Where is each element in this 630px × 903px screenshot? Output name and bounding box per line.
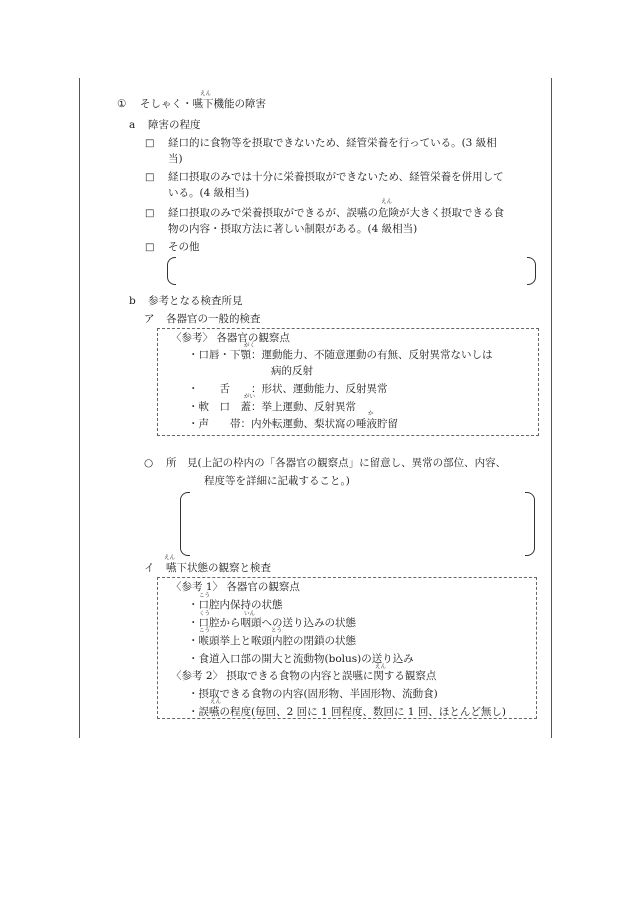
- findings-input-area[interactable]: [190, 494, 524, 552]
- sub-b-heading: 参考となる検査所見: [148, 295, 243, 307]
- ruby-en-4: えん: [375, 664, 387, 670]
- ruby-gaku: がく: [244, 343, 256, 349]
- observe-esophagus: ・食道入口部の開大と流動物(bolus)の送り込み: [188, 653, 414, 665]
- checkbox-4[interactable]: □: [145, 242, 155, 253]
- findings-bracket-left: [180, 492, 190, 556]
- ref-box-2-title-2: 〈参考 2〉 摂取できる食物の内容と誤嚥に関する観察点: [171, 670, 437, 682]
- ruby-tou: とう: [271, 628, 283, 634]
- ref-box-2-title-1: 〈参考 1〉 各器官の観察点: [171, 581, 300, 593]
- observe-aspiration-degree: ・誤嚥の程度(毎回、2 回に 1 回程度、数回に 1 回、ほとんど無し): [188, 706, 506, 718]
- ruby-en-5: えん: [210, 699, 222, 705]
- sub-a-label: a: [129, 119, 136, 131]
- ruby-en: えん: [200, 91, 212, 97]
- ref-row-lips-jaw: ・口唇・下顎：運動能力、不随意運動の有無、反射異常ないしは: [188, 349, 493, 361]
- ruby-ka: か: [368, 411, 374, 417]
- sub-i-heading: 嚥下状態の観察と検査: [166, 562, 271, 574]
- right-margin-line: [551, 78, 552, 738]
- option-3-line1: 経口摂取のみで栄養摂取ができるが、誤嚥の危険が大きく摂取できる食: [168, 207, 504, 219]
- sub-b-label: b: [129, 295, 136, 307]
- left-margin-line: [79, 78, 80, 738]
- other-bracket-left: [167, 257, 176, 285]
- checkbox-2[interactable]: □: [145, 172, 155, 183]
- sub-i-label: イ: [144, 562, 155, 574]
- ruby-kuu: くう: [199, 611, 211, 617]
- option-3-line2: 物の内容・摂取方法に著しい制限がある。(4 級相当): [168, 223, 418, 235]
- ruby-kou-3: こう: [199, 628, 211, 634]
- option-2-line1: 経口摂取のみでは十分に栄養摂取ができないため、経管栄養を併用して: [168, 171, 504, 183]
- option-4-label: その他: [168, 241, 200, 253]
- checkbox-3[interactable]: □: [145, 208, 155, 219]
- sub-a-kana-heading: 各器官の一般的検査: [166, 313, 261, 325]
- findings-line2: 程度等を詳細に記載すること。): [204, 475, 350, 487]
- option-1-line2: 当): [168, 153, 183, 165]
- section-title: そしゃく・嚥下機能の障害: [140, 98, 266, 110]
- other-bracket-right: [527, 257, 536, 285]
- ref-box-1-title: 〈参考〉 各器官の観察点: [171, 332, 290, 344]
- ref-row-vocal-cords: ・声 帯：内外転運動、梨状窩の唾液貯留: [188, 418, 398, 430]
- sub-a-heading: 障害の程度: [148, 119, 201, 131]
- findings-mark: ○: [144, 457, 154, 469]
- ref-row-soft-palate: ・軟 口 蓋：挙上運動、反射異常: [188, 401, 356, 413]
- ref-row-tongue: ・ 舌 ：形状、運動能力、反射異常: [188, 383, 388, 395]
- observe-food-content: ・摂取できる食物の内容(固形物、半固形物、流動食): [188, 688, 438, 700]
- ruby-en-2: えん: [381, 199, 393, 205]
- observe-larynx: ・喉頭挙上と喉頭内腔の閉鎖の状態: [188, 635, 356, 647]
- section-number: ①: [117, 98, 127, 110]
- sub-a-kana-label: ア: [144, 313, 155, 325]
- ruby-kou: こう: [199, 593, 211, 599]
- ruby-en-3: えん: [164, 555, 176, 561]
- checkbox-1[interactable]: □: [145, 138, 155, 149]
- option-2-line2: いる。(4 級相当): [168, 187, 250, 199]
- observe-oral-holding: ・口腔内保持の状態: [188, 599, 283, 611]
- option-1-line1: 経口的に食物等を摂取できないため、経管栄養を行っている。(3 級相: [168, 137, 497, 149]
- other-input-area[interactable]: [176, 258, 526, 282]
- findings-bracket-right: [525, 492, 535, 556]
- ruby-gai: がい: [244, 394, 256, 400]
- observe-oral-to-pharynx: ・口腔から咽頭への送り込みの状態: [188, 617, 356, 629]
- ref-row-lips-jaw-cont: 病的反射: [271, 365, 313, 377]
- ruby-in: いん: [244, 611, 256, 617]
- findings-line1: 所 見(上記の枠内の「各器官の観察点」に留意し、異常の部位、内容、: [166, 457, 507, 469]
